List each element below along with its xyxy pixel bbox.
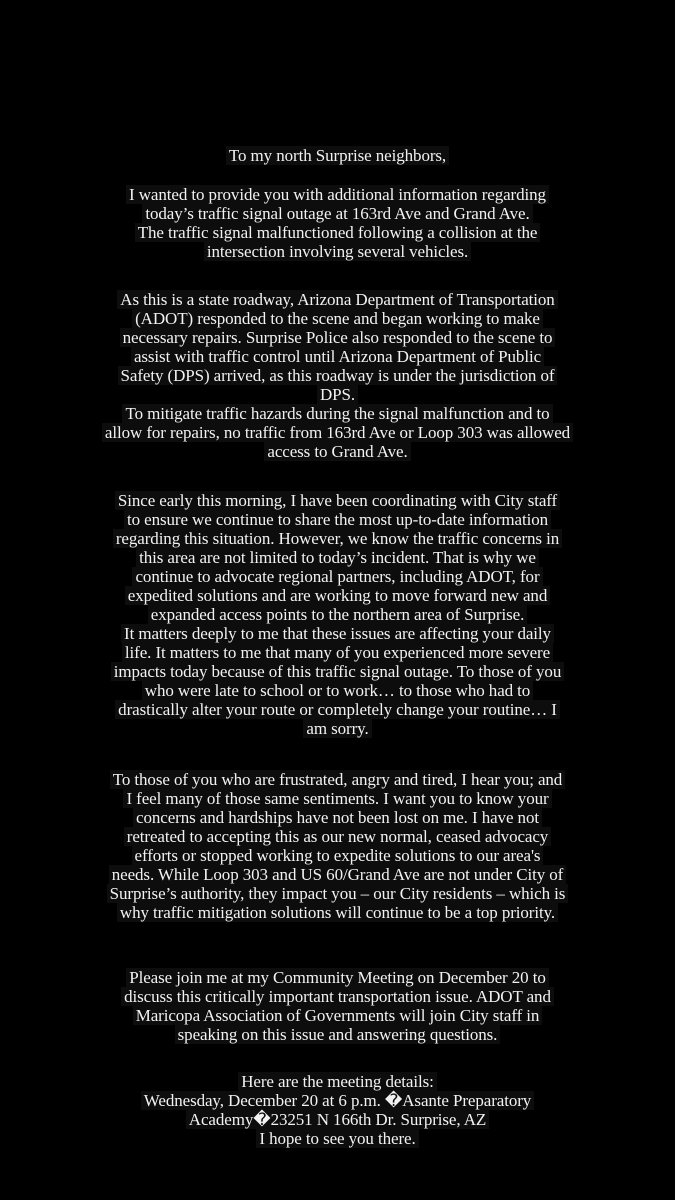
text-line: this area are not limited to today’s incident. That is why we bbox=[136, 548, 539, 567]
text-line: discuss this critically important transportation issue. ADOT and bbox=[121, 987, 554, 1006]
text-line: intersection involving several vehicles. bbox=[204, 242, 471, 261]
text-line: The traffic signal malfunctioned following a collision at the bbox=[135, 223, 541, 242]
text-line: access to Grand Ave. bbox=[264, 442, 410, 461]
paragraph-frustration bbox=[80, 770, 595, 922]
text-line: impacts today because of this traffic signal outage. To those of you bbox=[111, 662, 564, 681]
text-line: efforts or stopped working to expedite solutions to our area's bbox=[132, 846, 544, 865]
text-line: retreated to accepting this as our new normal, ceased advocacy bbox=[124, 827, 551, 846]
text-line: (ADOT) responded to the scene and began working to make bbox=[132, 309, 543, 328]
text-line: needs. While Loop 303 and US 60/Grand Ave are not under City of bbox=[109, 865, 567, 884]
text-line: I feel many of those same sentiments. I want you to know your bbox=[123, 789, 551, 808]
text-line: assist with traffic control until Arizona Department of Public bbox=[131, 347, 544, 366]
text-line: to ensure we continue to share the most up-to-date information bbox=[124, 510, 551, 529]
text-line: expedited solutions and are working to move forward new and bbox=[125, 586, 550, 605]
text-line: To my north Surprise neighbors, bbox=[226, 146, 449, 165]
text-line: who were late to school or to work… to those who had to bbox=[142, 681, 533, 700]
text-line: today’s traffic signal outage at 163rd Ave and Grand Ave. bbox=[142, 204, 532, 223]
text-line: am sorry. bbox=[303, 719, 371, 738]
text-line: drastically alter your route or completely change your routine… I bbox=[115, 700, 560, 719]
text-line: life. It matters to me that many of you experienced more severe bbox=[122, 643, 553, 662]
text-line: It matters deeply to me that these issues are affecting your daily bbox=[121, 624, 554, 643]
text-line: DPS. bbox=[317, 385, 358, 404]
text-line: I wanted to provide you with additional information regarding bbox=[126, 185, 549, 204]
paragraph-community-meeting bbox=[80, 968, 595, 1044]
greeting bbox=[80, 146, 595, 165]
text-line: As this is a state roadway, Arizona Department of Transportation bbox=[117, 290, 557, 309]
paragraph-traffic-outage bbox=[80, 185, 595, 261]
text-line: allow for repairs, no traffic from 163rd Ave or Loop 303 was allowed bbox=[102, 423, 573, 442]
text-line: Surprise’s authority, they impact you – our City residents – which is bbox=[107, 884, 569, 903]
text-line: speaking on this issue and answering questions. bbox=[175, 1025, 501, 1044]
text-line: why traffic mitigation solutions will continue to be a top priority. bbox=[117, 903, 558, 922]
text-line: Wednesday, December 20 at 6 p.m. �Asante Preparatory bbox=[141, 1091, 534, 1110]
text-line: Please join me at my Community Meeting on December 20 to bbox=[126, 968, 549, 987]
paragraph-adot-response bbox=[80, 290, 595, 461]
text-line: To mitigate traffic hazards during the signal malfunction and to bbox=[122, 404, 552, 423]
text-line: necessary repairs. Surprise Police also responded to the scene to bbox=[120, 328, 556, 347]
text-line: Academy�23251 N 166th Dr. Surprise, AZ bbox=[186, 1110, 489, 1129]
text-line: continue to advocate regional partners, including ADOT, for bbox=[132, 567, 542, 586]
text-line: Since early this morning, I have been coordinating with City staff bbox=[115, 491, 560, 510]
text-line: I hope to see you there. bbox=[256, 1129, 418, 1148]
text-line: Safety (DPS) arrived, as this roadway is under the jurisdiction of bbox=[118, 366, 558, 385]
text-line: To those of you who are frustrated, angry and tired, I hear you; and bbox=[110, 770, 565, 789]
paragraph-coordination bbox=[80, 491, 595, 738]
text-line: concerns and hardships have not been lost on me. I have not bbox=[133, 808, 542, 827]
text-line: expanded access points to the northern area of Surprise. bbox=[148, 605, 527, 624]
paragraph-meeting-details bbox=[80, 1072, 595, 1148]
text-line: Here are the meeting details: bbox=[238, 1072, 437, 1091]
text-line: regarding this situation. However, we know the traffic concerns in bbox=[113, 529, 562, 548]
text-line: Maricopa Association of Governments will join City staff in bbox=[133, 1006, 543, 1025]
